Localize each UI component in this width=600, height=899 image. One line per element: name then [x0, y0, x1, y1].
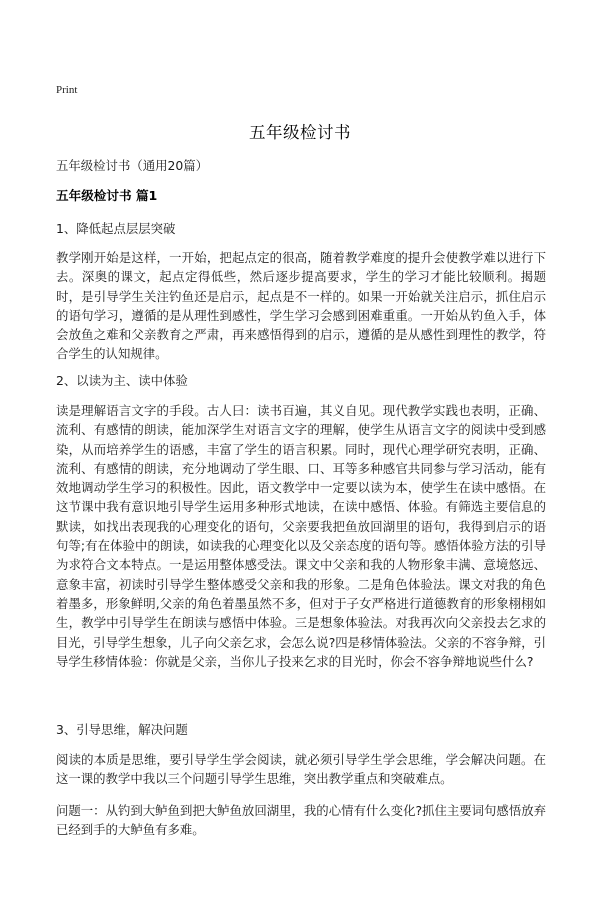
paragraph-3: 阅读的本质是思维，要引导学生学会阅读，就必须引导学生学会思维，学会解决问题。在这一课的教学中我以三个问题引导学生思维，突出教学重点和突破难点。: [56, 752, 546, 787]
print-label: Print: [56, 84, 78, 96]
paragraph-4: 问题一：从钓到大鲈鱼到把大鲈鱼放回湖里，我的心情有什么变化?抓住主要词句感悟放弃已经到手的大鲈鱼有多难。: [56, 803, 546, 838]
paragraph-2: 读是理解语言文字的手段。古人曰：读书百遍，其义自见。现代教学实践也表明，正确、流利、有感情的朗读，能加深学生对语言文字的理解，使学生从语言文字的阅读中受到感染，从而培养学生的语感，丰富了学生的语言积累。同时，现代心理学研究表明，正确、流利、有感情的朗读，充分地调动了学生眼、口、耳等多种感官共同参与学习活动，能有效地调动学生学习的积极性。因此，语文教学中一定要以读为本，使学生在读中感悟。在这节课中我有意识地引导学生运用多种形式地读，在读中感悟、体验。有筛选主要信息的默读，如找出表现我的心理变化的语句，父亲要我把鱼放回湖里的语句，我得到启示的语句等;有在体验中的朗读，如读我的心理变化以及父亲态度的语句等。感悟体验方法的引导为求符合文本特点。一是运用整体感受法。课文中父亲和我的人物形象丰满、意境悠远、意象丰富，初读时引导学生整体感受父亲和我的形象。二是角色体验法。课文对我的角色着墨多，形象鲜明,父亲的角色着墨虽然不多，但对于子女严格进行道德教育的形象栩栩如生，教学中引导学生在朗读与感悟中体验。三是想象体验法。对我再次向父亲投去乞求的目光，引导学生想象，儿子向父亲乞求，会怎么说?四是移情体验法。父亲的不容争辩，引导学生移情体验：你就是父亲，当你儿子投来乞求的目光时，你会不容争辩地说些什么?: [56, 403, 546, 669]
subsection-heading-1: 1、降低起点层层突破: [56, 221, 176, 236]
section-heading: 五年级检讨书 篇1: [56, 188, 158, 203]
subsection-heading-3: 3、引导思维，解决问题: [56, 722, 188, 737]
document-subtitle: 五年级检讨书（通用20篇）: [56, 158, 209, 173]
paragraph-1: 教学刚开始是这样，一开始，把起点定的很高，随着教学难度的提升会使教学难以进行下去。深奥的课文，起点定得低些，然后逐步提高要求，学生的学习才能比较顺利。揭题时，是引导学生关注钓鱼还是启示，起点是不一样的。如果一开始就关注启示，抓住启示的语句学习，遵循的是从理性到感性，学生学习会感到困难重重。一开始从钓鱼入手，体会放鱼之难和父亲教育之严肃，再来感悟得到的启示，遵循的是从感性到理性的教学，符合学生的认知规律。: [56, 250, 546, 362]
subsection-heading-2: 2、以读为主、读中体验: [56, 373, 188, 388]
document-title: 五年级检讨书: [249, 123, 351, 142]
